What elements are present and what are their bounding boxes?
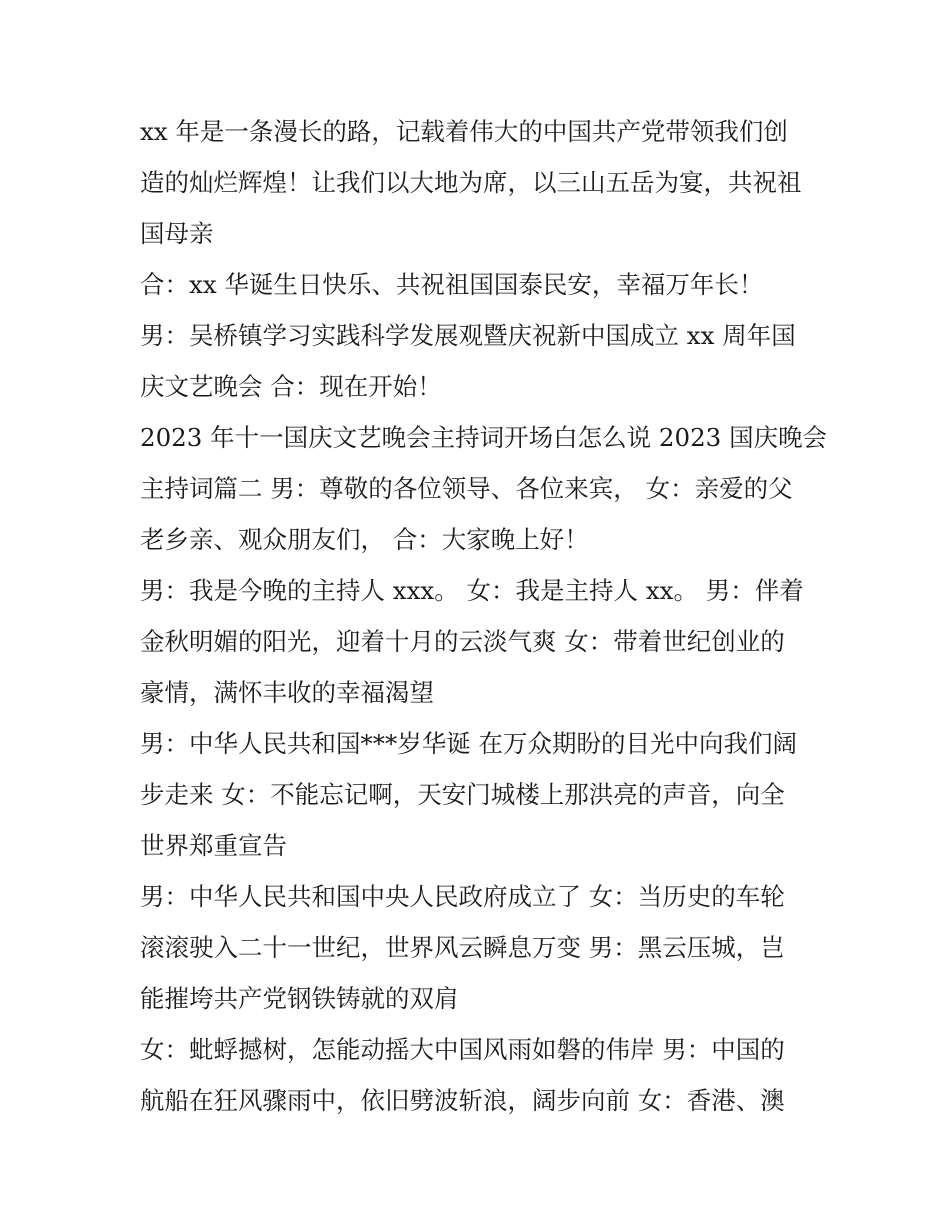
text-line: 主持词篇二 男：尊敬的各位领导、各位来宾， 女：亲爱的父 [140,474,793,503]
text-line: 2023 年十一国庆文艺晚会主持词开场白怎么说 2023 国庆晚会 [140,423,828,452]
text-line: 造的灿烂辉煌！让我们以大地为席，以三山五岳为宴，共祝祖 [140,168,802,197]
text-line: 庆文艺晚会 合：现在开始！ [140,372,442,401]
text-line: 女：蚍蜉撼树，怎能动摇大中国风雨如磐的伟岸 男：中国的 [140,1035,785,1064]
text-line: 能摧垮共产党钢铁铸就的双肩 [140,984,459,1013]
text-line: 合：xx 华诞生日快乐、共祝祖国国泰民安，幸福万年长！ [140,270,764,299]
text-line: 老乡亲、观众朋友们， 合：大家晚上好！ [140,525,589,554]
document-body [140,106,828,1126]
text-line: 男：我是今晚的主持人 xxx。 女：我是主持人 xx。 男：伴着 [140,576,804,605]
text-line: 豪情，满怀丰收的幸福渴望 [140,678,434,707]
text-line: 航船在狂风骤雨中，依旧劈波斩浪，阔步向前 女：香港、澳 [140,1086,785,1115]
text-line: 男：中华人民共和国中央人民政府成立了 女：当历史的车轮 [140,882,785,911]
text-line: 男：吴桥镇学习实践科学发展观暨庆祝新中国成立 xx 周年国 [140,321,796,350]
text-line: 男：中华人民共和国***岁华诞 在万众期盼的目光中向我们阔 [140,729,798,758]
text-line: xx 年是一条漫长的路，记载着伟大的中国共产党带领我们创 [140,117,788,146]
text-line: 国母亲 [140,219,214,248]
text-line: 世界郑重宣告 [140,831,287,860]
text-line: 金秋明媚的阳光，迎着十月的云淡气爽 女：带着世纪创业的 [140,627,785,656]
text-line: 滚滚驶入二十一世纪，世界风云瞬息万变 男：黑云压城，岂 [140,933,785,962]
text-line: 步走来 女：不能忘记啊，天安门城楼上那洪亮的声音，向全 [140,780,785,809]
